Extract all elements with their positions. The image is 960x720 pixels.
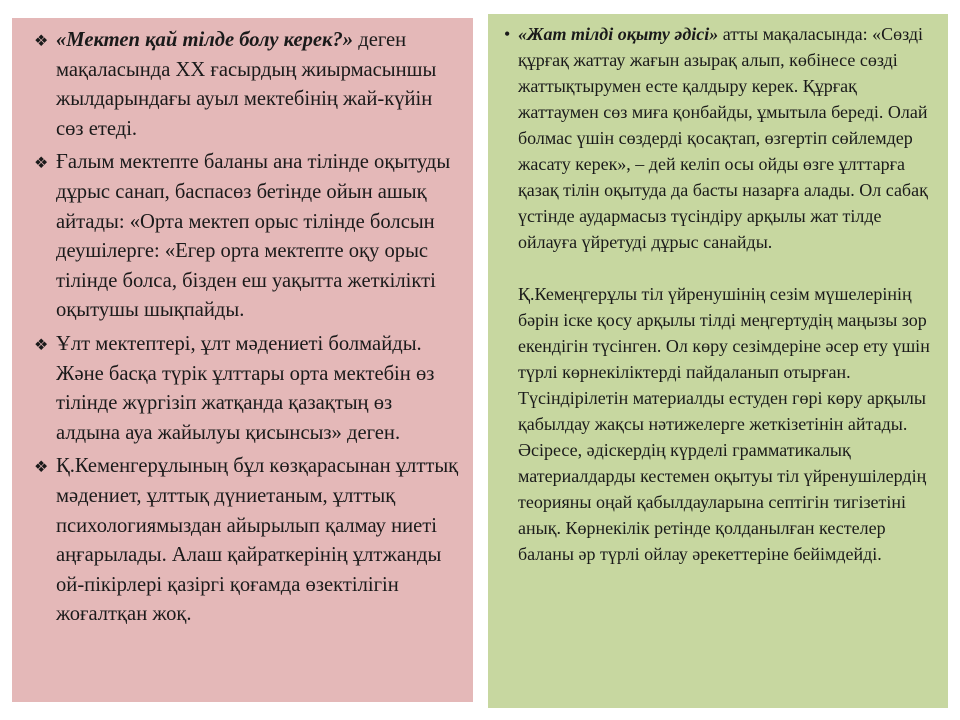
left-item-3 <box>34 330 459 448</box>
item-text: Ғалым мектепте баланы ана тілінде оқытуды дұрыс санап, баспасөз бетінде ойын ашық айтады: «Орта мектеп орыс тілінде болсын деушілерге: «Егер орта мектепте оқу орыс тілінде болса, бізден еш уақытта жеткілікті оқытушы шықпайды. <box>56 151 451 322</box>
item-text: деген мақаласында XX ғасырдың жиырмасыншы жылдарындағы ауыл мектебінің жай-күйін сөз етеді. <box>56 29 437 140</box>
diamond-bullet-icon: ❖ <box>34 459 49 477</box>
article-title: «Мектеп қай тілде болу керек?» <box>56 29 354 51</box>
paragraph-text: Қ.Кемеңгерұлы тіл үйренушінің сезім мүшелерінің бәрін іске қосу арқылы тілді меңгертудің маңызы зор екендігін түсінген. Ол көру сезімдеріне әсер ету үшін түрлі көрнекіліктерді пайдаланып отырған. Түсіндірілетін материалды естуден гөрі көру арқылы қабылдау жақсы нәтижелерге жеткізетінін айтады. Әсіресе, әдіскердің күрделі грамматикалық материалдарды кестемен оқытуы тіл үйренушілердің теорияны оңай қабылдауларына септігін тигізетіні анық. Көрнекілік ретінде қолданылған кестелер баланы әр түрлі ойлау әрекеттеріне бейімдейді. <box>518 284 930 564</box>
diamond-bullet-icon: ❖ <box>34 336 49 354</box>
paragraph-text: атты мақаласында: «Сөзді құрғақ жаттау жағын азырақ алып, көбінесе сөзді жаттықтырумен есте қалдыру керек. Құрғақ жаттаумен сөз миға қонбайды, ұмытыла береді. Олай болмас үшін сөздерді қосақтап, өзгертіп сөйлемдер жасату керек», – дей келіп осы ойды өзге ұлттарға қазақ тілін оқытуда да басты назарға алады. Ол сабақ үстінде аудармасыз түсіндіру арқылы жат тілде ойлауға үйретуді дұрыс санайды. <box>518 24 928 252</box>
left-item-2 <box>34 148 459 326</box>
left-panel <box>12 18 473 702</box>
right-paragraph-1 <box>504 21 934 255</box>
dot-bullet-icon: • <box>504 24 511 44</box>
right-paragraph-2 <box>518 281 934 567</box>
item-text: Қ.Кеменгерұлының бұл көзқарасынан ұлттық мәдениет, ұлттық дүниетаным, ұлттық психологиямыздан айырылып қалмау ниеті аңғарылады. Алаш қайраткерінің ұлтжанды ой-пікірлері қазіргі қоғамда өзектілігін жоғалтқан жоқ. <box>56 455 459 626</box>
paragraph-gap <box>518 255 934 281</box>
article-title: «Жат тілді оқыту әдісі» <box>518 24 719 44</box>
right-panel <box>488 14 948 708</box>
diamond-bullet-icon: ❖ <box>34 33 49 50</box>
diamond-bullet-icon: ❖ <box>34 155 49 173</box>
left-item-4 <box>34 452 459 630</box>
left-item-1 <box>34 26 459 144</box>
item-text: Ұлт мектептері, ұлт мәдениеті болмайды. Және басқа түрік ұлттары орта мектебін өз тілінде жүргізіп жатқанда қазақтың өз алдына ауа жайылуы қисынсыз» деген. <box>56 332 435 444</box>
